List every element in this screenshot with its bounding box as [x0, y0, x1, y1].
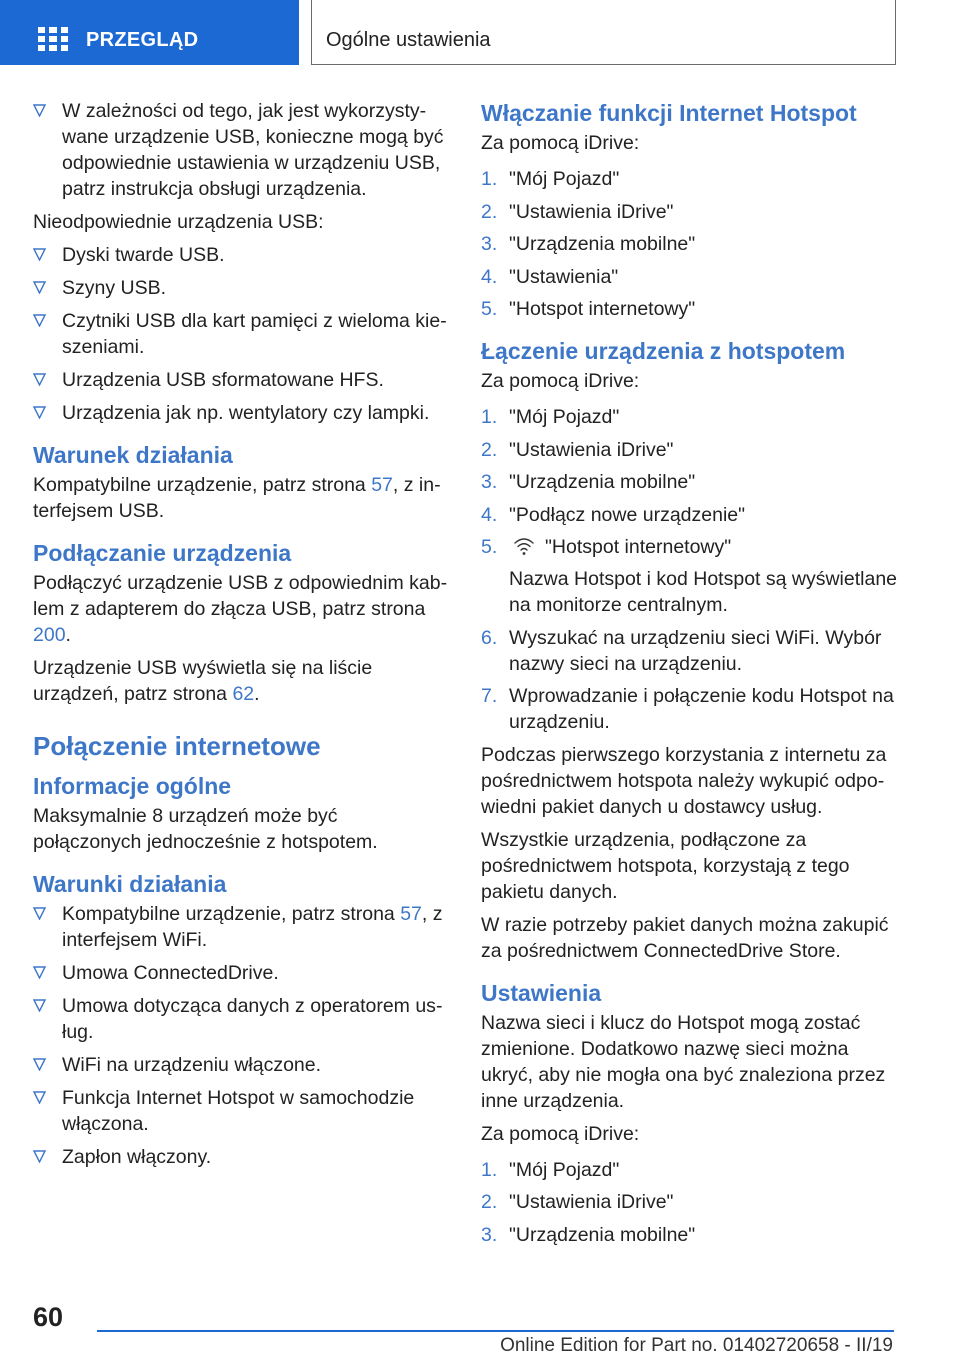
wifi-icon	[513, 536, 535, 556]
triangle-bullet-icon	[33, 1058, 46, 1071]
bullet-item	[33, 993, 448, 1045]
triangle-bullet-icon	[33, 907, 46, 920]
step-item: 3. "Urządzenia mobilne"	[481, 1223, 696, 1246]
heading-connecting: Podłączanie urządzenia	[33, 540, 292, 566]
paragraph-first-use: Podczas pierwszego korzystania z internetu za pośrednictwem hotspota należy wykupić odpowiedni pakiet danych u dostawcy usług.	[481, 743, 887, 818]
footer-edition: Online Edition for Part no. 01402720658 - II/19	[500, 1335, 893, 1356]
page-link[interactable]: 62	[232, 683, 255, 705]
paragraph-unsuitable: Nieodpowiednie urządzenia USB:	[33, 211, 324, 233]
paragraph-buy-data: W razie potrzeby pakiet danych można zakupić za pośrednictwem ConnectedDrive Store.	[481, 913, 889, 962]
triangle-bullet-icon	[33, 966, 46, 979]
heading-settings: Ustawienia	[481, 979, 602, 1006]
bullet-text: Funkcja Internet Hotspot w samochodzie włączona.	[62, 1087, 415, 1135]
right-column	[481, 98, 901, 1254]
bullet-item	[33, 1144, 448, 1170]
triangle-bullet-icon	[33, 373, 46, 386]
heading-enable-hotspot: Włączanie funkcji Internet Hotspot	[481, 100, 857, 126]
section-label: Ogólne ustawienia	[326, 29, 491, 51]
overview-label: PRZEGLĄD	[86, 29, 199, 51]
paragraph-idrive: Za pomocą iDrive:	[481, 132, 640, 154]
bullet-item	[33, 242, 448, 268]
step-item: 1. "Mój Pojazd"	[481, 1158, 620, 1181]
heading-internet: Połączenie internetowe	[33, 731, 321, 761]
step-item: 2. "Ustawienia iDrive"	[481, 1191, 674, 1213]
triangle-bullet-icon	[33, 1150, 46, 1163]
bullet-text: Urządzenia jak np. wentylatory czy lampki.	[62, 402, 430, 424]
triangle-bullet-icon	[33, 281, 46, 294]
paragraph-idrive: Za pomocą iDrive:	[481, 1122, 640, 1145]
step-item: 2. "Ustawienia iDrive"	[481, 200, 674, 223]
step-item: 7. Wprowadzanie i połączenie kodu Hotspot na urządzeniu.	[481, 685, 894, 733]
bullet-text: Umowa ConnectedDrive.	[62, 962, 279, 984]
step-item: 4. "Podłącz nowe urządzenie"	[481, 503, 746, 526]
bullet-item	[33, 1085, 448, 1137]
page-link[interactable]: 57	[400, 903, 422, 925]
heading-general: Informacje ogólne	[33, 773, 232, 799]
section-tab[interactable]	[311, 0, 896, 65]
heading-connect-device: Łączenie urządzenia z hotspotem	[481, 338, 846, 364]
bullet-item: Kompatybilne urządzenie, patrz strona 57, z interfejsem WiFi.	[33, 901, 448, 953]
page-number: 60	[33, 1302, 64, 1332]
bullet-text: W zależności od tego, jak jest wykorzystywane urządzenie USB, konieczne mogą być odpowiednie ustawienia w urządzeniu USB, patrz instrukcja obsługi urządzenia.	[62, 100, 444, 200]
triangle-bullet-icon	[33, 1091, 46, 1104]
step-item: 1. "Mój Pojazd"	[481, 406, 620, 428]
overview-tab[interactable]	[0, 0, 299, 65]
step-item: 5. "Hotspot internetowy"	[481, 298, 696, 320]
paragraph-condition: Kompatybilne urządzenie, patrz strona 57, z interfejsem USB.	[33, 474, 441, 522]
paragraph-idrive: Za pomocą iDrive:	[481, 370, 640, 392]
triangle-bullet-icon	[33, 314, 46, 327]
step-item: 4. "Ustawienia"	[481, 265, 619, 288]
grid-menu-icon	[38, 27, 68, 51]
bullet-text: WiFi na urządzeniu włączone.	[62, 1054, 322, 1076]
left-column	[33, 98, 448, 1177]
paragraph-all-devices: Wszystkie urządzenia, podłączone za pośrednictwem hotspota, korzystają z tego pakietu danych.	[481, 828, 850, 903]
triangle-bullet-icon	[33, 406, 46, 419]
step-item: 6. Wyszukać na urządzeniu sieci WiFi. Wybór nazwy sieci na urządzeniu.	[481, 626, 882, 675]
step-item: 3. "Urządzenia mobilne"	[481, 233, 696, 255]
bullet-item	[33, 400, 448, 426]
bullet-item	[33, 960, 448, 986]
bullet-item	[33, 367, 448, 393]
triangle-bullet-icon	[33, 248, 46, 261]
paragraph-settings: Nazwa sieci i klucz do Hotspot mogą zostać zmienione. Dodatkowo nazwę sieci można ukryć, aby nie mogła ona być znaleziona przez inne urządzenia.	[481, 1011, 886, 1112]
bullet-text: Czytniki USB dla kart pamięci z wieloma kieszeniami.	[62, 310, 447, 358]
heading-conditions: Warunki działania	[33, 871, 227, 897]
bullet-text: Zapłon włączony.	[62, 1146, 212, 1168]
paragraph-connect: Podłączyć urządzenie USB z odpowiednim kablem z adapterem do złącza USB, patrz strona 200.	[33, 572, 448, 646]
bullet-text: Urządzenia USB sformatowane HFS.	[62, 369, 384, 391]
step-item: 2. "Ustawienia iDrive"	[481, 438, 674, 461]
step-item: 1. "Mój Pojazd"	[481, 168, 620, 190]
step-item: 3. "Urządzenia mobilne"	[481, 471, 696, 493]
heading-condition: Warunek działania	[33, 442, 233, 468]
bullet-item	[33, 275, 448, 301]
paragraph-display: Urządzenie USB wyświetla się na liście urządzeń, patrz strona 62.	[33, 657, 373, 705]
footer-divider	[97, 1330, 894, 1332]
triangle-bullet-icon	[33, 999, 46, 1012]
bullet-text: Dyski twarde USB.	[62, 244, 225, 266]
bullet-item	[33, 308, 448, 360]
step-subtext: Nazwa Hotspot i kod Hotspot są wyświetlane na monitorze centralnym.	[509, 568, 898, 616]
step-item: 5. "Hotspot internetowy" Nazwa Hotspot i kod Hotspot są wyświetlane na monitorze centralnym.	[481, 534, 901, 618]
bullet-item	[33, 98, 448, 202]
page-link[interactable]: 200	[33, 624, 66, 646]
paragraph-general: Maksymalnie 8 urządzeń może być połączonych jednocześnie z hotspotem.	[33, 805, 378, 853]
bullet-item	[33, 1052, 448, 1078]
page-link[interactable]: 57	[371, 474, 393, 496]
bullet-text: Umowa dotycząca danych z operatorem usług.	[62, 995, 443, 1043]
triangle-bullet-icon	[33, 104, 46, 117]
bullet-text: Szyny USB.	[62, 277, 167, 299]
